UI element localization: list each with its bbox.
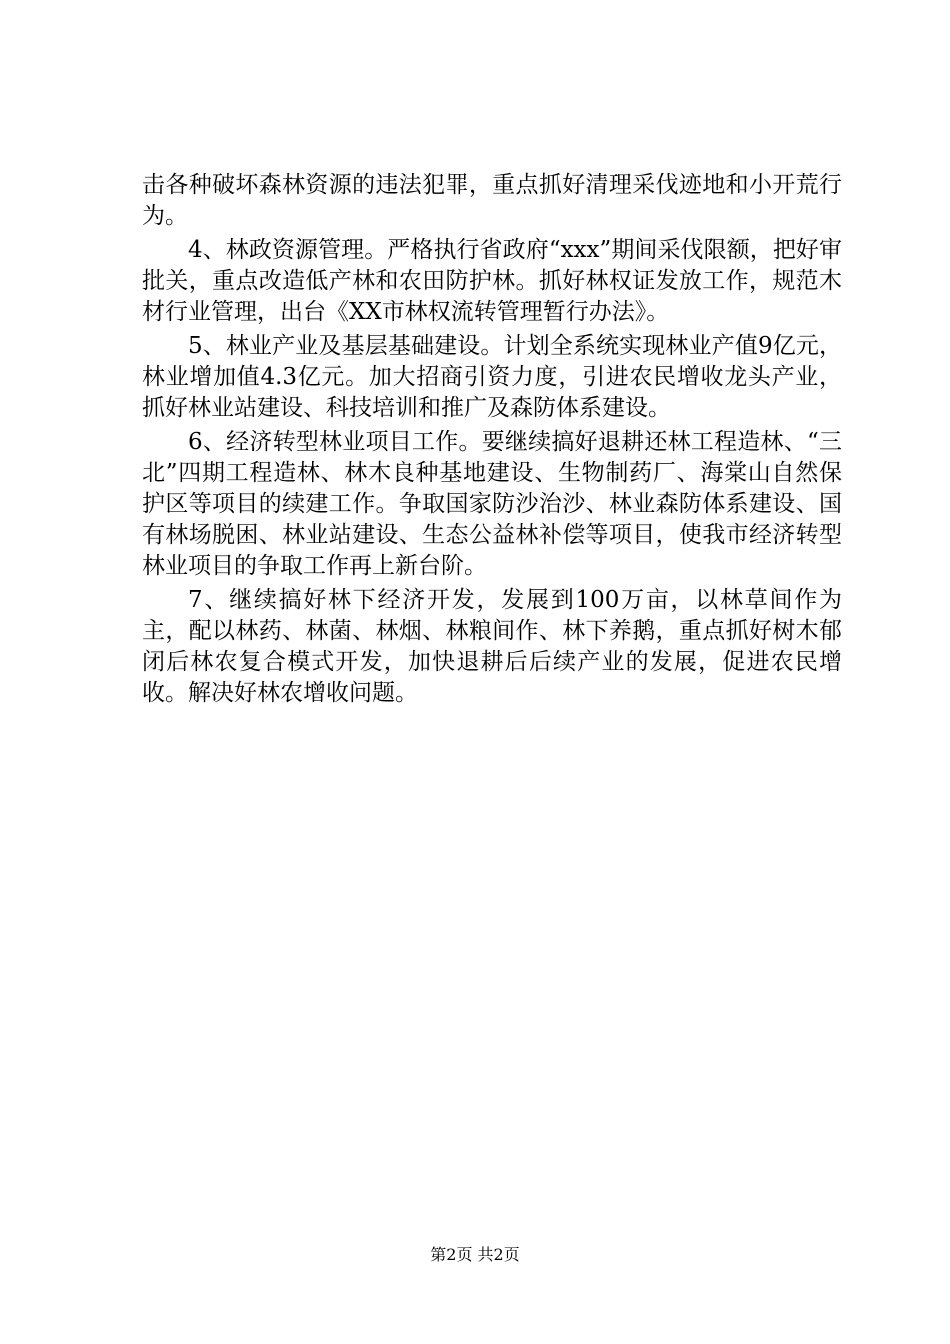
document-body — [142, 170, 842, 712]
paragraph-item-5: 5、林业产业及基层基础建设。计划全系统实现林业产值9亿元，林业增加值4.3亿元。加大招商引资力度，引进农民增收龙头产业，抓好林业站建设、科技培训和推广及森防体系建设。 — [142, 333, 842, 421]
paragraph-item-4: 4、林政资源管理。严格执行省政府“xxx”期间采伐限额，把好审批关，重点改造低产林和农田防护林。抓好林权证发放工作，规范木材行业管理，出台《XX市林权流转管理暂行办法》。 — [142, 237, 842, 325]
paragraph-item-6: 6、经济转型林业项目工作。要继续搞好退耕还林工程造林、“三北”四期工程造林、林木良种基地建设、生物制药厂、海棠山自然保护区等项目的续建工作。争取国家防沙治沙、林业森防体系建设、国有林场脱困、林业站建设、生态公益林补偿等项目，使我市经济转型林业项目的争取工作再上新台阶。 — [142, 429, 842, 579]
paragraph-item-7: 7、继续搞好林下经济开发，发展到100万亩，以林草间作为主，配以林药、林菌、林烟、林粮间作、林下养鹅，重点抓好树木郁闭后林农复合模式开发，加快退耕后后续产业的发展，促进农民增收。解决好林农增收问题。 — [142, 587, 842, 706]
paragraph-continuation: 击各种破坏森林资源的违法犯罪，重点抓好清理采伐迹地和小开荒行为。 — [142, 172, 842, 229]
page-number-footer: 第2页 共2页 — [430, 1245, 520, 1264]
